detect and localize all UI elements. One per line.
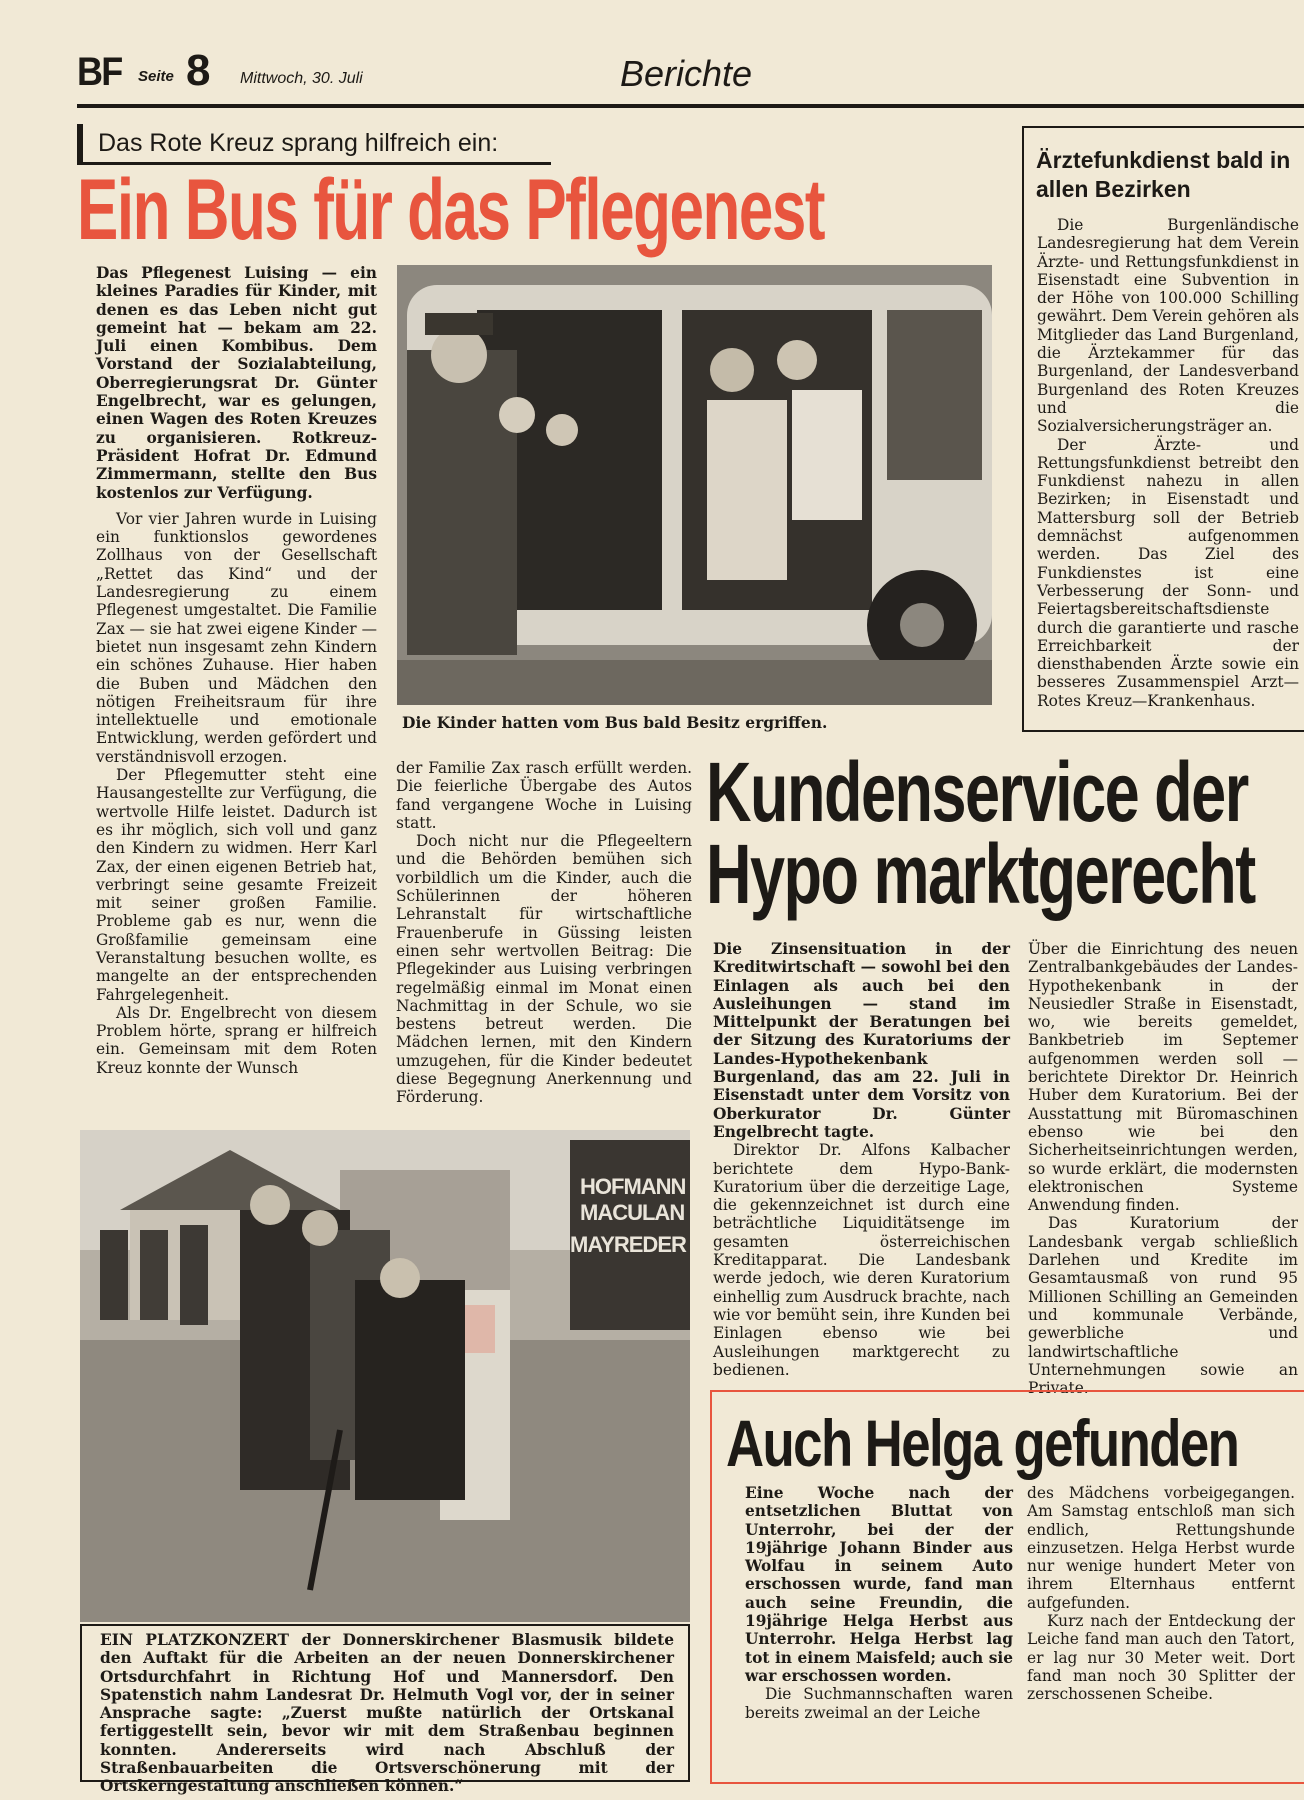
photo-sign-hofmann: HOFMANN bbox=[580, 1174, 686, 1199]
masthead-page-number: 8 bbox=[186, 46, 211, 95]
main-col1-paragraph: Der Pflegemutter steht eine Hausangestellte zur Verfügung, die wertvolle Hilfe leistet. Dadurch ist es ihr möglich, sich voll und ganz den Kindern zu widmen. Herr Karl Zax, der einen eigenen Betrieb hat, verbringt seine gesamte Freizeit mit seiner großen Familie. Probleme gab es nur, wenn die Großfamilie gemeinsam eine Veranstaltung besuchen wollte, es mangelte an der entsprechenden Fahrgelegenheit. bbox=[96, 766, 377, 1004]
main-col1-paragraph: Als Dr. Engelbrecht von diesem Problem hörte, sprang er hilfreich ein. Gemeinsam mit dem Roten Kreuz konnte der Wunsch bbox=[96, 1003, 377, 1077]
bus-photo-caption: Die Kinder hatten vom Bus bald Besitz ergriffen. bbox=[402, 713, 828, 732]
hypo-col2-paragraph: Über die Einrichtung des neuen Zentralbankgebäudes der Landes-Hypothekenbank in der Neusiedler Straße in Eisenstadt, wo, wie bereits gemeldet, Bankbetrieb im Septemer aufgenommen werden soll — berichtete Direktor Dr. Heinrich Huber dem Kuratorium. Bei der Ausstattung mit Büromaschinen ebenso wie bei den Sicherheitseinrichtungen werden, so wurde erklärt, die modernsten elektronischen Systeme Anwendung finden. bbox=[1028, 940, 1298, 1215]
main-article-col2 bbox=[396, 759, 692, 1107]
platzkonzert-caption-lead: EIN PLATZKONZERT bbox=[100, 1631, 289, 1649]
masthead-rule bbox=[77, 104, 1304, 108]
masthead-logo: BF bbox=[77, 50, 122, 94]
helga-col2 bbox=[1027, 1484, 1295, 1704]
hypo-col1 bbox=[713, 940, 1010, 1379]
masthead-page-label: Seite bbox=[138, 68, 174, 85]
helga-lead: Eine Woche nach der entsetzlichen Bluttat von Unterrohr, bei der der 19jährige Johann Binder aus Wolfau in seinem Auto erschossen wurde, fand man auch seine Freundin, die 19jährige Helga Herbst aus Unterrohr. Helga Herbst lag tot in einem Maisfeld; auch sie war erschossen worden. bbox=[745, 1484, 1013, 1685]
main-lead: Das Pflegenest Luising — ein kleines Paradies für Kinder, mit denen es das Leben nicht gut gemeint hat — bekam am 22. Juli einen Kombibus. Dem Vorstand der Sozialabteilung, Oberregierungsrat Dr. Günter Engelbrecht, war es gelungen, einen Wagen des Roten Kreuzes zu organisieren. Rotkreuz-Präsident Hofrat Dr. Edmund Zimmermann, stellte den Bus kostenlos zur Verfügung. bbox=[96, 264, 377, 502]
platzkonzert-caption-text: der Donnerskirchener Blasmusik bildete den Auftakt für die Arbeiten an der neuen Donnerskirchener Ortsdurchfahrt in Richtung Hof und Mannersdorf. Den Spatenstich nahm Landesrat Dr. Helmuth Vogl vor, der in seiner Ansprache sagte: „Zuerst mußte natürlich der Ortskanal fertiggestellt sein, bevor wir mit dem Straßenbau beginnen konnten. Andererseits wird nach Abschluß der Straßenbauarbeiten die Ortsverschönerung mit der Ortskerngestaltung anschließen können.“ bbox=[100, 1631, 674, 1796]
helga-col2-paragraph: Kurz nach der Entdeckung der Leiche fand man auch den Tatort, er lag nur 30 Meter weit. Dort fand man noch 30 Splitter der zerschossenen Scheibe. bbox=[1027, 1612, 1295, 1704]
photo-sign-mayreder: MAYREDER bbox=[570, 1232, 686, 1257]
hypo-col1-paragraph: Direktor Dr. Alfons Kalbacher berichtete dem Hypo-Bank-Kuratorium über die derzeitige Lage, die gekennzeichnet ist durch eine beträchtliche Liquiditätsenge im gesamten österreichischen Kreditapparat. Die Landesbank werde jedoch, wie deren Kuratorium einhellig zum Ausdruck brachte, nach wie vor bemüht sein, ihre Kunden bei Einlagen ebenso wie bei Ausleihungen marktgerecht zu bedienen. bbox=[713, 1141, 1010, 1379]
platzkonzert-photo bbox=[80, 1130, 690, 1622]
sidebar-paragraph: Die Burgenländische Landesregierung hat dem Verein Ärzte- und Rettungsfunkdienst in Eisenstadt eine Subvention in der Höhe von 100.000 Schilling gewährt. Dem Verein gehören als Mitglieder das Land Burgenland, die Ärztekammer für das Burgenland, der Landesverband Burgenland des Roten Kreuzes und die Sozialversicherungsträger an. bbox=[1037, 216, 1299, 436]
main-article-col1 bbox=[96, 264, 377, 1077]
sidebar-paragraph: Der Ärzte- und Rettungsfunkdienst betreibt den Funkdienst nahezu in allen Bezirken; in Eisenstadt und Mattersburg soll der Betrieb demnächst aufgenommen werden. Das Ziel des Funkdienstes ist eine Verbesserung der Sonn- und Feiertagsbereitschaftsdienste durch die garantierte und rasche Erreichbarkeit der diensthabenden Ärzte sowie ein besseres Zusammenspiel Arzt—Rotes Kreuz—Krankenhaus. bbox=[1037, 435, 1299, 710]
hypo-headline-line1: Kundenservice der bbox=[706, 745, 1248, 839]
platzkonzert-caption-box bbox=[80, 1624, 690, 1796]
main-col1-paragraph: Vor vier Jahren wurde in Luising ein funktionslos gewordenes Zollhaus von der Gesellschaft „Rettet das Kind“ und der Landesregierung zu einem Pflegenest umgestaltet. Die Familie Zax — sie hat zwei eigene Kinder — bietet nun insgesamt zehn Kindern ein schönes Zuhause. Hier haben die Buben und Mädchen den nötigen Freiheitsraum für ihre intellektuelle und emotionale Entwicklung, werden gefördert und verständnisvoll erzogen. bbox=[96, 509, 377, 766]
hypo-col2-paragraph: Das Kuratorium der Landesbank vergab schließlich Darlehen und Kredite im Gesamtausmaß von rund 95 Millionen Schilling an Gemeinden und kommunale Verbände, gewerbliche und landwirtschaftliche Unternehmungen sowie an Private. bbox=[1028, 1214, 1298, 1398]
helga-col1-paragraph: Die Suchmannschaften waren bereits zweimal an der Leiche bbox=[745, 1685, 1013, 1722]
helga-col1 bbox=[745, 1484, 1013, 1722]
helga-box bbox=[710, 1390, 1304, 1784]
hypo-headline-line2: Hypo marktgerecht bbox=[706, 827, 1255, 921]
masthead-date: Mittwoch, 30. Juli bbox=[240, 70, 363, 87]
hypo-col2 bbox=[1028, 940, 1298, 1397]
hypo-lead: Die Zinsensituation in der Kreditwirtschaft — sowohl bei den Einlagen als auch bei den Ausleihungen — stand im Mittelpunkt der Beratungen bei der Sitzung des Kuratoriums der Landes-Hypothekenbank Burgenland, das am 22. Juli in Eisenstadt unter dem Vorsitz von Oberkurator Dr. Günter Engelbrecht tagte. bbox=[713, 940, 1010, 1141]
sidebar-headline: Ärztefunkdienst bald in allen Bezirken bbox=[1036, 147, 1291, 202]
sidebar-body bbox=[1037, 216, 1299, 710]
platzkonzert-caption bbox=[100, 1631, 674, 1796]
bus-photo bbox=[397, 265, 992, 705]
kicker-rule-left bbox=[77, 124, 83, 162]
main-kicker: Das Rote Kreuz sprang hilfreich ein: bbox=[98, 129, 499, 157]
main-col2-paragraph: der Familie Zax rasch erfüllt werden. Die feierliche Übergabe des Autos fand vergangene Woche in Luising statt. bbox=[396, 759, 692, 832]
photo-sign-maculan: MACULAN bbox=[580, 1200, 685, 1225]
helga-col2-paragraph: des Mädchens vorbeigegangen. Am Samstag entschloß man sich endlich, Rettungshunde einzusetzen. Helga Herbst wurde nur wenige hundert Meter von ihrem Elternhaus entfernt aufgefunden. bbox=[1027, 1484, 1295, 1612]
sidebar-box bbox=[1022, 126, 1304, 732]
main-headline: Ein Bus für das Pflegenest bbox=[77, 162, 825, 258]
bus-photo-illustration bbox=[397, 265, 992, 705]
helga-headline: Auch Helga gefunden bbox=[726, 1406, 1239, 1480]
masthead-section: Berichte bbox=[620, 53, 753, 94]
main-col2-paragraph: Doch nicht nur die Pflegeeltern und die Behörden bemühen sich vorbildlich um die Kinder, auch die Schülerinnen der höheren Lehranstalt für wirtschaftliche Frauenberufe in Güssing leisten einen sehr wertvollen Beitrag: Die Pflegekinder aus Luising verbringen regelmäßig einmal im Monat einen Nachmittag in der Schule, wo sie bestens betreut werden. Die Mädchen lernen, mit den Kindern umzugehen, für die Kinder bedeutet diese Begegnung Anerkennung und Förderung. bbox=[396, 832, 692, 1107]
